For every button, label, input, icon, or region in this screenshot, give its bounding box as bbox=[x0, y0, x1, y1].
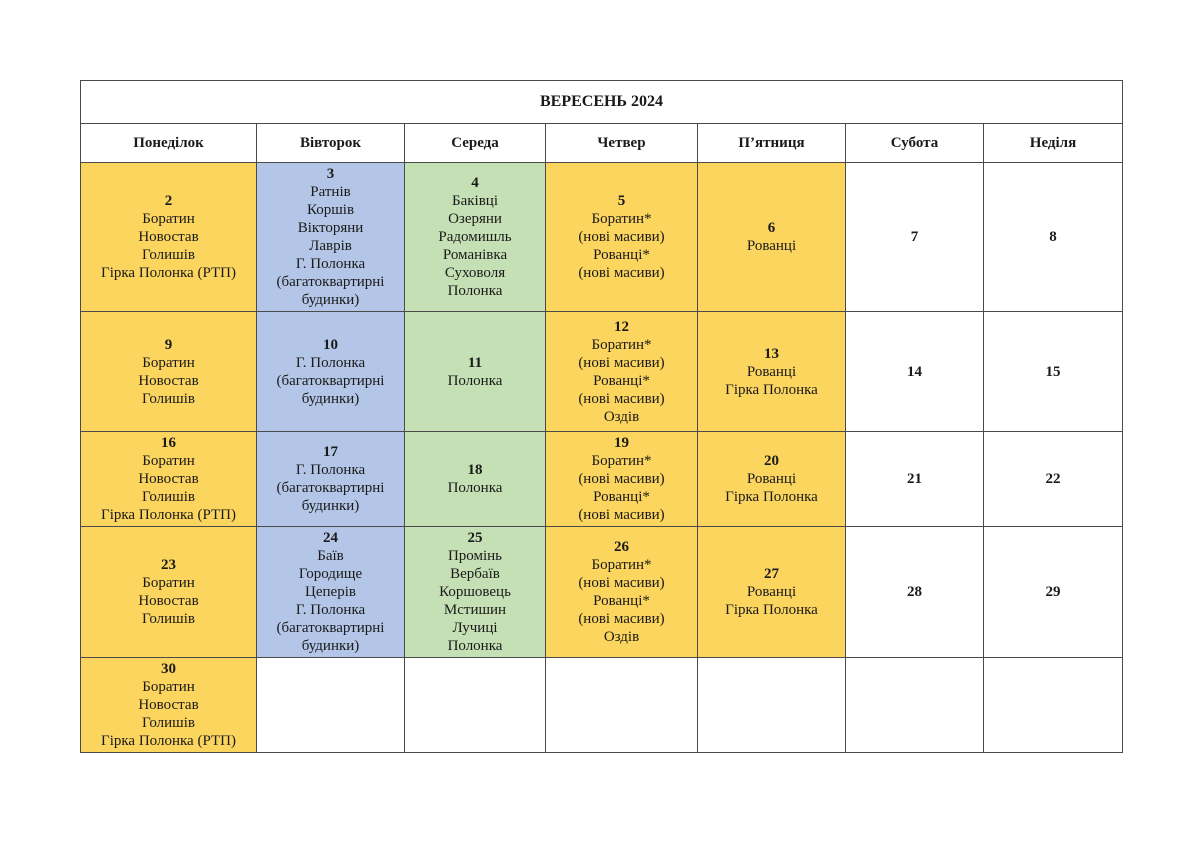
day-number: 16 bbox=[161, 435, 176, 451]
settlement-line: (нові масиви) bbox=[578, 390, 665, 407]
settlement-line: Вікторяни bbox=[297, 220, 364, 236]
settlement-line: (багатоквартирні будинки) bbox=[276, 620, 385, 654]
settlement-line: Г. Полонка bbox=[295, 462, 366, 478]
settlement-line: Промінь bbox=[447, 548, 503, 564]
week-row bbox=[81, 432, 1123, 527]
day-cell-4 bbox=[405, 163, 546, 312]
settlement-line: Гірка Полонка bbox=[725, 489, 818, 505]
settlement-line: Полонка bbox=[447, 480, 503, 496]
day-cell-24 bbox=[257, 527, 405, 658]
day-cell-13 bbox=[698, 312, 846, 432]
day-cell-20 bbox=[698, 432, 846, 527]
settlement-line: Г. Полонка bbox=[295, 354, 366, 371]
day-number: 21 bbox=[907, 471, 922, 487]
day-number: 20 bbox=[764, 453, 779, 469]
day-cell-3 bbox=[257, 163, 405, 312]
settlement-line: Рованці* bbox=[593, 247, 650, 263]
settlement-line: Рованці* bbox=[593, 372, 650, 389]
day-number: 6 bbox=[767, 220, 776, 236]
day-number: 24 bbox=[323, 530, 338, 546]
day-cell-16 bbox=[81, 432, 257, 527]
day-cell-2 bbox=[81, 163, 257, 312]
day-number: 18 bbox=[467, 462, 483, 478]
settlement-line: (багатоквартирні будинки) bbox=[276, 372, 385, 407]
day-cell-25 bbox=[405, 527, 546, 658]
day-cell-22 bbox=[984, 432, 1123, 527]
settlement-line: Рованці bbox=[746, 584, 797, 600]
settlement-line: (нові масиви) bbox=[578, 611, 665, 627]
settlement-line: (нові масиви) bbox=[578, 471, 665, 487]
day-number: 26 bbox=[614, 539, 629, 555]
day-cell-26 bbox=[546, 527, 698, 658]
week-row bbox=[81, 312, 1123, 432]
day-cell-14 bbox=[846, 312, 984, 432]
settlement-line: Лаврів bbox=[309, 238, 352, 254]
settlement-line: Городище bbox=[298, 566, 363, 582]
day-cell-9 bbox=[81, 312, 257, 432]
day-cell-30 bbox=[81, 658, 257, 753]
settlement-line: Полонка bbox=[447, 638, 503, 654]
settlement-line: Гірка Полонка (РТП) bbox=[101, 507, 236, 523]
settlement-line: Гірка Полонка bbox=[725, 381, 818, 398]
settlement-line: Полонка bbox=[447, 372, 503, 389]
day-cell-27 bbox=[698, 527, 846, 658]
day-number: 13 bbox=[764, 345, 779, 362]
settlement-line: Озеряни bbox=[448, 211, 502, 227]
settlement-line: (нові масиви) bbox=[578, 354, 665, 371]
day-cell-15 bbox=[984, 312, 1123, 432]
settlement-line: Вербаїв bbox=[450, 566, 500, 582]
settlement-line: Новостав bbox=[138, 471, 199, 487]
settlement-line: Новостав bbox=[138, 372, 199, 389]
settlement-line: Рованці* bbox=[593, 593, 650, 609]
day-cell-17 bbox=[257, 432, 405, 527]
week-row bbox=[81, 163, 1123, 312]
day-number: 10 bbox=[323, 336, 338, 353]
day-number: 5 bbox=[617, 193, 626, 209]
settlement-line: Коршів bbox=[306, 202, 355, 218]
settlement-line: Суховоля bbox=[444, 265, 506, 281]
weekday-header-thursday: Четвер bbox=[546, 124, 698, 163]
settlement-line: Боратин* bbox=[591, 453, 652, 469]
empty-day-cell bbox=[546, 658, 698, 753]
settlement-line: Боратин bbox=[142, 211, 195, 227]
settlement-line: Рованці bbox=[746, 363, 797, 380]
schedule-calendar-table bbox=[80, 80, 1123, 753]
settlement-line: Боратин bbox=[142, 354, 195, 371]
weekday-header-monday: Понеділок bbox=[81, 124, 257, 163]
weekday-header-row bbox=[81, 124, 1123, 163]
settlement-line: Голишів bbox=[142, 715, 195, 731]
settlement-line: Боратин* bbox=[591, 336, 652, 353]
day-cell-18 bbox=[405, 432, 546, 527]
week-row bbox=[81, 658, 1123, 753]
settlement-line: Голишів bbox=[142, 489, 195, 505]
day-cell-8 bbox=[984, 163, 1123, 312]
settlement-line: Боратин bbox=[142, 679, 195, 695]
settlement-line: Оздів bbox=[603, 408, 640, 425]
empty-day-cell bbox=[405, 658, 546, 753]
settlement-line: Баїв bbox=[317, 548, 344, 564]
settlement-line: Боратин bbox=[142, 453, 195, 469]
settlement-line: Новостав bbox=[138, 697, 199, 713]
settlement-line: Рованці bbox=[746, 238, 797, 254]
empty-day-cell bbox=[698, 658, 846, 753]
settlement-line: Коршовець bbox=[439, 584, 511, 600]
weekday-header-sunday: Неділя bbox=[984, 124, 1123, 163]
day-number: 7 bbox=[910, 229, 919, 245]
day-number: 29 bbox=[1045, 584, 1061, 600]
settlement-line: Голишів bbox=[142, 390, 195, 407]
day-cell-19 bbox=[546, 432, 698, 527]
settlement-line: Новостав bbox=[138, 229, 199, 245]
settlement-line: Гірка Полонка (РТП) bbox=[101, 265, 236, 281]
settlement-line: Гірка Полонка (РТП) bbox=[101, 733, 236, 749]
day-number: 9 bbox=[164, 336, 173, 353]
settlement-line: Голишів bbox=[142, 247, 195, 263]
weekday-header-tuesday: Вівторок bbox=[257, 124, 405, 163]
day-number: 22 bbox=[1045, 471, 1061, 487]
day-cell-23 bbox=[81, 527, 257, 658]
day-number: 30 bbox=[161, 661, 176, 677]
settlement-line: Гірка Полонка bbox=[725, 602, 818, 618]
settlement-line: Рованці bbox=[746, 471, 797, 487]
settlement-line: Полонка bbox=[447, 283, 503, 299]
settlement-line: (нові масиви) bbox=[578, 229, 665, 245]
settlement-line: (багатоквартирні будинки) bbox=[276, 274, 385, 308]
day-number: 28 bbox=[907, 584, 922, 600]
settlement-line: Голишів bbox=[142, 611, 195, 627]
day-cell-7 bbox=[846, 163, 984, 312]
day-number: 27 bbox=[764, 566, 779, 582]
day-number: 15 bbox=[1045, 363, 1061, 380]
day-number: 2 bbox=[164, 193, 173, 209]
calendar-title: ВЕРЕСЕНЬ 2024 bbox=[81, 81, 1123, 124]
settlement-line: (нові масиви) bbox=[578, 575, 665, 591]
day-number: 19 bbox=[614, 435, 629, 451]
settlement-line: Новостав bbox=[138, 593, 199, 609]
day-number: 11 bbox=[467, 354, 483, 371]
day-cell-5 bbox=[546, 163, 698, 312]
settlement-line: (нові масиви) bbox=[578, 507, 665, 523]
day-number: 14 bbox=[907, 363, 922, 380]
settlement-line: Г. Полонка bbox=[295, 602, 366, 618]
day-cell-12 bbox=[546, 312, 698, 432]
settlement-line: Боратин* bbox=[591, 557, 652, 573]
day-number: 3 bbox=[326, 166, 335, 182]
day-cell-29 bbox=[984, 527, 1123, 658]
settlement-line: Радомишль bbox=[438, 229, 512, 245]
settlement-line: Рованці* bbox=[593, 489, 650, 505]
settlement-line: Баківці bbox=[451, 193, 498, 209]
settlement-line: Лучиці bbox=[452, 620, 498, 636]
weekday-header-wednesday: Середа bbox=[405, 124, 546, 163]
settlement-line: Мстишин bbox=[443, 602, 507, 618]
empty-day-cell bbox=[257, 658, 405, 753]
day-number: 8 bbox=[1049, 229, 1057, 245]
settlement-line: Боратин bbox=[142, 575, 195, 591]
week-row bbox=[81, 527, 1123, 658]
day-number: 17 bbox=[323, 444, 338, 460]
settlement-line: Боратин* bbox=[591, 211, 652, 227]
day-cell-6 bbox=[698, 163, 846, 312]
title-row bbox=[81, 81, 1123, 124]
day-cell-21 bbox=[846, 432, 984, 527]
settlement-line: Оздів bbox=[603, 629, 640, 645]
day-number: 25 bbox=[467, 530, 483, 546]
day-number: 23 bbox=[161, 557, 176, 573]
weekday-header-saturday: Субота bbox=[846, 124, 984, 163]
settlement-line: (багатоквартирні будинки) bbox=[276, 480, 385, 514]
weekday-header-friday: П’ятниця bbox=[698, 124, 846, 163]
settlement-line: Цеперів bbox=[305, 584, 356, 600]
empty-day-cell bbox=[984, 658, 1123, 753]
settlement-line: Ратнів bbox=[310, 184, 351, 200]
settlement-line: (нові масиви) bbox=[578, 265, 665, 281]
calendar-body bbox=[81, 163, 1123, 753]
day-cell-11 bbox=[405, 312, 546, 432]
day-cell-10 bbox=[257, 312, 405, 432]
day-number: 12 bbox=[614, 318, 629, 335]
settlement-line: Г. Полонка bbox=[295, 256, 366, 272]
day-number: 4 bbox=[471, 175, 479, 191]
day-cell-28 bbox=[846, 527, 984, 658]
empty-day-cell bbox=[846, 658, 984, 753]
settlement-line: Романівка bbox=[442, 247, 508, 263]
